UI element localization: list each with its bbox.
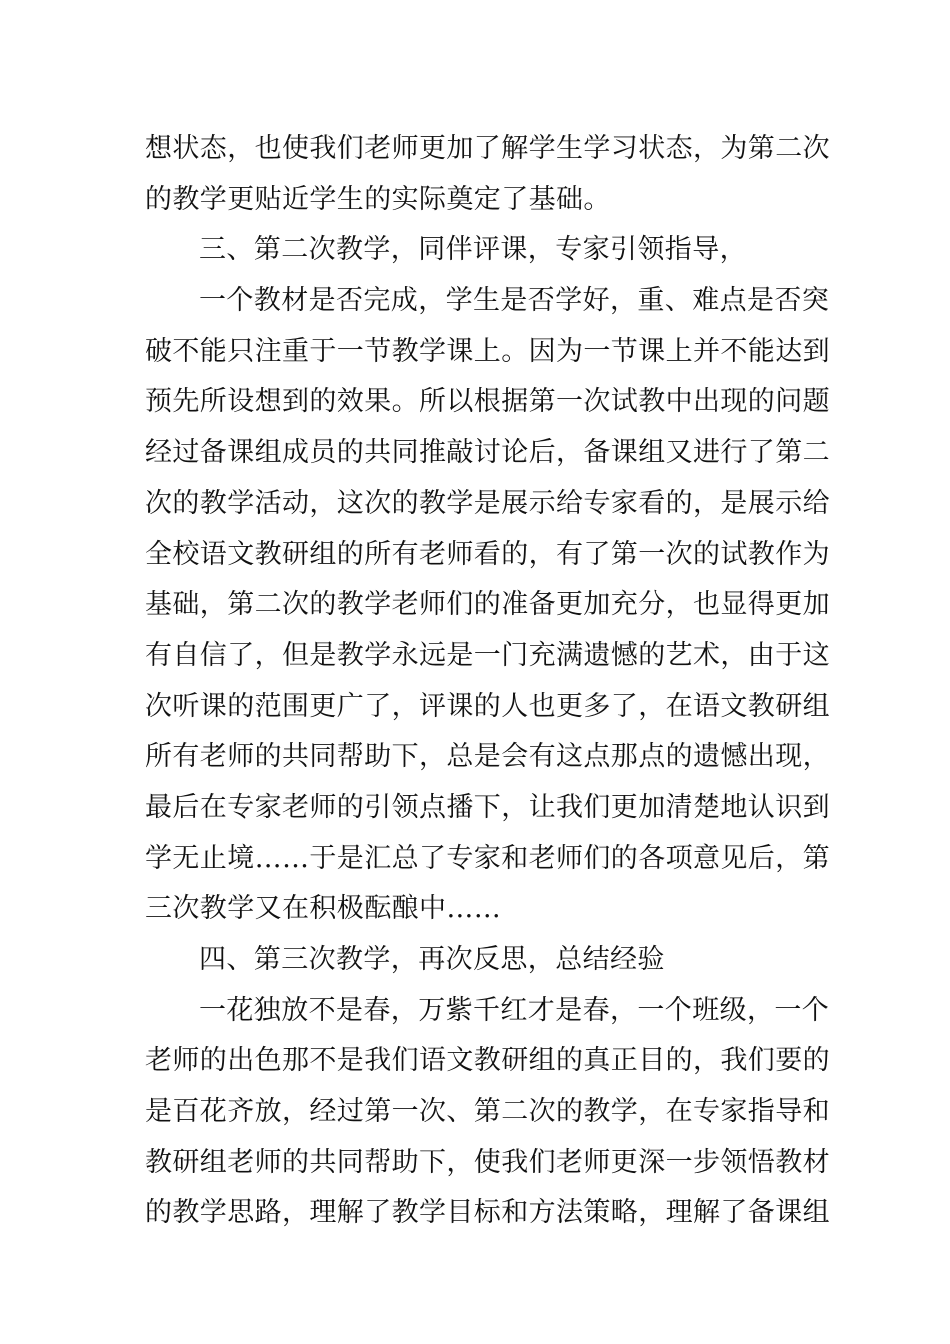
body-line: 次听课的范围更广了，评课的人也更多了，在语文教研组 [145,690,830,722]
document-body [145,124,830,1239]
section-heading-4: 四、第三次教学，再次反思，总结经验 [199,944,665,975]
body-line: 是百花齐放，经过第一次、第二次的教学，在专家指导和 [145,1096,830,1128]
body-line: 次的教学活动，这次的教学是展示给专家看的，是展示给 [145,487,830,519]
paragraph-first-line: 一个教材是否完成，学生是否学好，重、难点是否突 [199,285,830,317]
body-line: 基础，第二次的教学老师们的准备更加充分，也显得更加 [145,589,830,621]
body-line: 预先所设想到的效果。所以根据第一次试教中出现的问题 [145,386,830,418]
body-line: 教研组老师的共同帮助下，使我们老师更深一步领悟教材 [145,1146,830,1178]
paragraph-first-line: 一花独放不是春，万紫千红才是春，一个班级，一个 [199,994,830,1026]
section-heading-3: 三、第二次教学，同伴评课，专家引领指导， [199,234,747,266]
body-line: 经过备课组成员的共同推敲讨论后，备课组又进行了第二 [145,437,830,469]
body-line: 全校语文教研组的所有老师看的，有了第一次的试教作为 [145,538,830,570]
body-line: 有自信了，但是教学永远是一门充满遗憾的艺术，由于这 [145,639,830,671]
body-line: 学无止境……于是汇总了专家和老师们的各项意见后，第 [145,842,830,874]
body-line: 最后在专家老师的引领点播下，让我们更加清楚地认识到 [145,791,830,823]
body-line: 老师的出色那不是我们语文教研组的真正目的，我们要的 [145,1045,830,1077]
body-line: 破不能只注重于一节教学课上。因为一节课上并不能达到 [145,335,830,367]
body-line: 三次教学又在积极酝酿中…… [145,893,502,925]
body-line: 的教学更贴近学生的实际奠定了基础。 [145,183,611,215]
body-line: 所有老师的共同帮助下，总是会有这点那点的遗憾出现， [145,741,830,773]
body-line: 的教学思路，理解了教学目标和方法策略，理解了备课组 [145,1197,830,1229]
body-line: 想状态，也使我们老师更加了解学生学习状态，为第二次 [145,133,830,164]
